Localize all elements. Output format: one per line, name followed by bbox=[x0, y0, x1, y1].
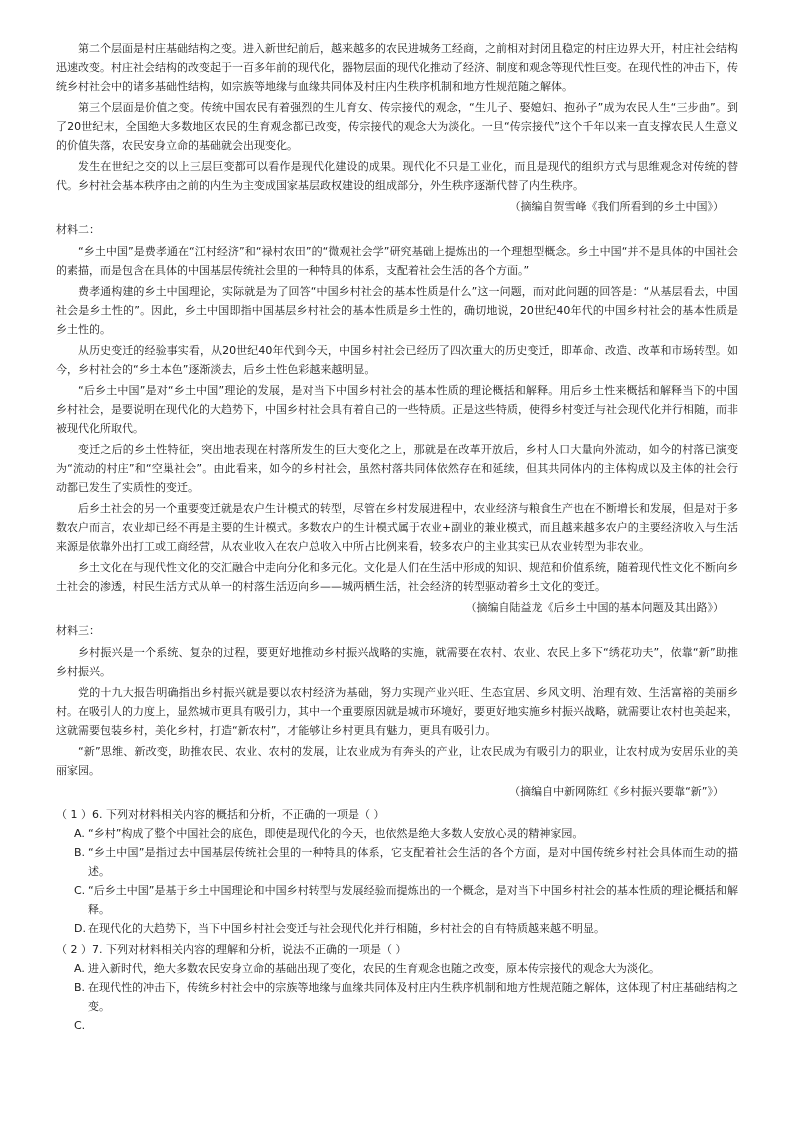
question-stem: （ 1 ）6. 下列对材料相关内容的概括和分析，不正确的一项是（ ） bbox=[56, 808, 385, 821]
paragraph: “乡土中国”是费孝通在“江村经济”和“禄村农田”的“微观社会学”研究基础上提炼出的一个理想型概念。乡土中国“并不是具体的中国社会的素描，而是包含在具体的中国基层传统社会里的一种特具的体系，支配着社会生活的各个方面。” bbox=[56, 245, 738, 277]
answer-option-b[interactable] bbox=[56, 843, 738, 881]
answer-option-a[interactable] bbox=[56, 824, 738, 843]
paragraph: 费孝通构建的乡土中国理论，实际就是为了回答“中国乡村社会的基本性质是什么”这一问题，而对此问题的回答是：“从基层看去，中国社会是乡土性的”。因此，乡土中国即指中国基层乡村社会的基本性质是乡土性的，确切地说，20世纪40年代的中国乡村社会的基本性质是乡土性的。 bbox=[56, 285, 738, 336]
paragraph: 乡村振兴是一个系统、复杂的过程，要更好地推动乡村振兴战略的实施，就需要在农村、农业、农民上多下“绣花功夫”，依靠“新”助推乡村振兴。 bbox=[56, 646, 738, 678]
option-text: “后乡土中国”是基于乡土中国理论和中国乡村转型与发展经验而提炼出的一个概念，是对当下中国乡村社会的基本性质的理论概括和解释。 bbox=[88, 884, 738, 916]
answer-option-d[interactable] bbox=[56, 919, 738, 938]
source-citation: （摘编自陆益龙《后乡土中国的基本问题及其出路》） bbox=[465, 601, 724, 614]
paragraph: 从历史变迁的经验事实看，从20世纪40年代到今天，中国乡村社会已经历了四次重大的历史变迁，即革命、改造、改革和市场转型。如今，乡村社会的“乡土本色”逐渐淡去，后乡土性色彩越来越明显。 bbox=[56, 344, 738, 376]
paragraph: 党的十九大报告明确指出乡村振兴就是要以农村经济为基础，努力实现产业兴旺、生态宜居、乡风文明、治理有效、生活富裕的美丽乡村。在吸引人的力度上，显然城市更具有吸引力，其中一个重要原因就是城市环境好，要更好地实施乡村振兴战略，就需要让农村也美起来，这就需要包装乡村，美化乡村，打造“新农村”，才能够让乡村更具有魅力，更具有吸引力。 bbox=[56, 686, 738, 737]
answer-option-a[interactable] bbox=[56, 959, 738, 978]
option-letter: C. bbox=[74, 1019, 86, 1032]
paragraph: “新”思维、新改变，助推农民、农业、农村的发展，让农业成为有奔头的产业，让农民成为有吸引力的职业，让农村成为安居乐业的美丽家园。 bbox=[56, 745, 738, 777]
option-text: 在现代性的冲击下，传统乡村社会中的宗族等地缘与血缘共同体及村庄内生秩序机制和地方性规范随之解体，这体现了村庄基础结构之变。 bbox=[88, 981, 738, 1013]
option-letter: D. bbox=[74, 922, 86, 935]
question-two bbox=[56, 940, 738, 1035]
option-text: “乡村”构成了整个中国社会的底色，即使是现代化的今天，也依然是绝大多数人安放心灵的精神家园。 bbox=[88, 827, 584, 840]
paragraph: 后乡土社会的另一个重要变迁就是农户生计模式的转型，尽管在乡村发展进程中，农业经济与粮食生产也在不断增长和发展，但是对于多数农户而言，农业却已经不再是主要的生计模式。多数农户的生计模式属于农业+副业的兼业模式，而且越来越多农户的主要经济收入与生活来源是依靠外出打工或工商经营，从农业收入在农户总收入中所占比例来看，较多农户的主业其实已从农业转型为非农业。 bbox=[56, 502, 738, 553]
source-citation: （摘编自贺雪峰《我们所看到的乡土中国》） bbox=[509, 200, 724, 213]
option-letter: A. bbox=[74, 827, 85, 840]
paragraph: 发生在世纪之交的以上三层巨变都可以看作是现代化建设的成果。现代化不只是工业化，而且是现代的组织方式与思维观念对传统的替代。乡村社会基本秩序由之前的内生为主变成国家基层政权建设的组成部分，外生秩序逐渐代替了内生秩序。 bbox=[56, 160, 738, 192]
option-letter: B. bbox=[74, 846, 86, 859]
option-letter: A. bbox=[74, 962, 85, 975]
material-label: 材料三： bbox=[56, 624, 100, 637]
question-one bbox=[56, 805, 738, 938]
paragraph: 乡土文化在与现代性文化的交汇融合中走向分化和多元化。文化是人们在生活中形成的知识、规范和价值系统，随着现代性文化不断向乡土社会的渗透，村民生活方式从单一的村落生活迈向乡——城两栖生活，社会经济的转型驱动着乡土文化的变迁。 bbox=[56, 561, 738, 593]
material-three bbox=[56, 621, 738, 801]
paragraph: “后乡土中国”是对“乡土中国”理论的发展，是对当下中国乡村社会的基本性质的理论概括和解释。用后乡土性来概括和解释当下的中国乡村社会，是要说明在现代化的大趋势下，中国乡村社会具有着自己的一些特质。正是这些特质，使得乡村变迁与社会现代化并行相随，而非被现代化所取代。 bbox=[56, 384, 738, 435]
paragraph: 变迁之后的乡土性特征，突出地表现在村落所发生的巨大变化之上，那就是在改革开放后，乡村人口大量向外流动，如今的村落已演变为“流动的村庄”和“空巢社会”。由此看来，如今的乡村社会，虽然村落共同体依然存在和延续，但其共同体内的主体构成以及主体的社会行动都已发生了实质性的变迁。 bbox=[56, 443, 738, 494]
answer-option-c[interactable] bbox=[56, 1016, 738, 1035]
material-one-excerpt bbox=[56, 39, 738, 216]
answer-option-b[interactable] bbox=[56, 978, 738, 1016]
option-text: 进入新时代，绝大多数农民安身立命的基础出现了变化，农民的生育观念也随之改变，原本传宗接代的观念大为淡化。 bbox=[88, 962, 660, 975]
paragraph: 第二个层面是村庄基础结构之变。进入新世纪前后，越来越多的农民进城务工经商，之前相对封闭且稳定的村庄边界大开，村庄社会结构迅速改变。村庄社会结构的改变起于一百多年前的现代化，器物层面的现代化推动了经济、制度和观念等现代性巨变。在现代性的冲击下，传统乡村社会中的诸多基础性结构，如宗族等地缘与血缘共同体及村庄内生秩序机制和地方性规范随之解体。 bbox=[56, 42, 738, 93]
answer-option-c[interactable] bbox=[56, 881, 738, 919]
option-letter: B. bbox=[74, 981, 86, 994]
material-label: 材料二： bbox=[56, 223, 100, 236]
question-stem: （ 2 ）7. 下列对材料相关内容的理解和分析，说法不正确的一项是（ ） bbox=[56, 943, 407, 956]
option-text: 在现代化的大趋势下，当下中国乡村社会变迁与社会现代化并行相随，乡村社会的自有特质越来越不明显。 bbox=[88, 922, 605, 935]
option-letter: C. bbox=[74, 884, 86, 897]
option-text: “乡土中国”是指过去中国基层传统社会里的一种特具的体系，它支配着社会生活的各个方面，是对中国传统乡村社会具体而生动的描述。 bbox=[88, 846, 738, 878]
material-two bbox=[56, 220, 738, 617]
paragraph: 第三个层面是价值之变。传统中国农民有着强烈的生儿育女、传宗接代的观念，“生儿子、娶媳妇、抱孙子”成为农民人生“三步曲”。到了20世纪末，全国绝大多数地区农民的生育观念都已改变，传宗接代的观念大为淡化。一旦“传宗接代”这个千年以来一直支撑农民人生意义的价值失落，农民安身立命的基础就会出现变化。 bbox=[56, 101, 738, 152]
source-citation: （摘编自中新网陈红《乡村振兴要靠“新”》） bbox=[509, 785, 724, 798]
